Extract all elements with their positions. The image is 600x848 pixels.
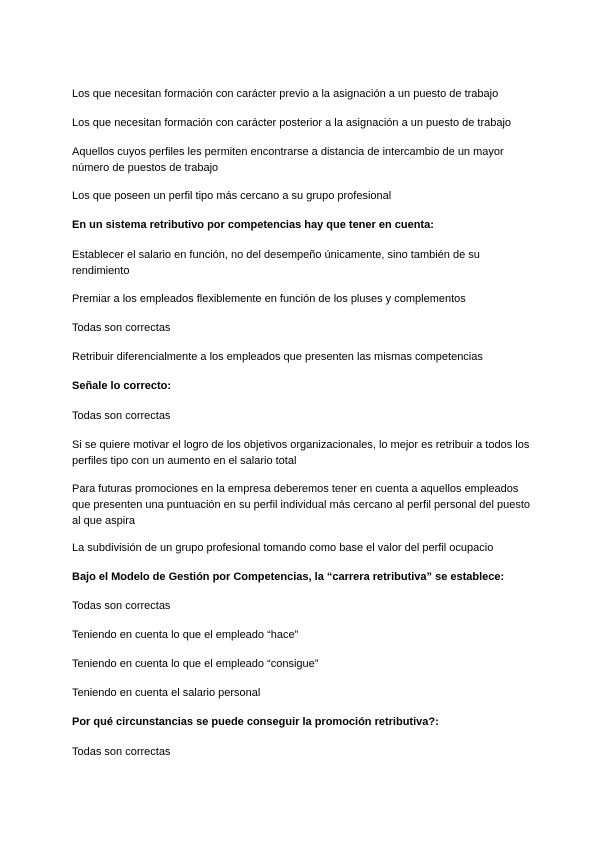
question-heading: En un sistema retributivo por competencias hay que tener en cuenta: bbox=[72, 219, 434, 231]
answer-option: Para futuras promociones en la empresa deberemos tener en cuenta a aquellos empleados que presenten una puntuación en su perfil individual más cercano al perfil personal del puesto al que aspira bbox=[72, 483, 531, 527]
answer-option: Retribuir diferencialmente a los empleados que presenten las mismas competencias bbox=[72, 351, 483, 363]
question-heading: Por qué circunstancias se puede conseguir la promoción retributiva?: bbox=[72, 716, 439, 728]
answer-option: Todas son correctas bbox=[72, 410, 171, 422]
answer-option: Teniendo en cuenta lo que el empleado “hace” bbox=[72, 629, 299, 641]
answer-option: Todas son correctas bbox=[72, 600, 171, 612]
answer-option: Todas son correctas bbox=[72, 322, 171, 334]
answer-option: Establecer el salario en función, no del desempeño únicamente, sino también de su rendimiento bbox=[72, 249, 480, 277]
answer-option: Los que necesitan formación con carácter posterior a la asignación a un puesto de trabajo bbox=[72, 117, 512, 129]
answer-option: Aquellos cuyos perfiles les permiten encontrarse a distancia de intercambio de un mayor número de puestos de trabajo bbox=[72, 146, 504, 174]
answer-option: Teniendo en cuenta el salario personal bbox=[72, 687, 261, 699]
answer-option: Si se quiere motivar el logro de los objetivos organizacionales, lo mejor es retribuir a todos los perfiles tipo con un aumento en el salario total bbox=[72, 439, 530, 467]
question-heading: Bajo el Modelo de Gestión por Competencias, la “carrera retributiva” se establece: bbox=[72, 571, 505, 583]
answer-option: Premiar a los empleados flexiblemente en función de los pluses y complementos bbox=[72, 293, 466, 305]
answer-option: Teniendo en cuenta lo que el empleado “consigue” bbox=[72, 658, 319, 670]
answer-option: La subdivisión de un grupo profesional tomando como base el valor del perfil ocupacio bbox=[72, 542, 494, 554]
answer-option: Los que poseen un perfil tipo más cercano a su grupo profesional bbox=[72, 190, 392, 202]
answer-option: Todas son correctas bbox=[72, 746, 171, 758]
question-heading: Señale lo correcto: bbox=[72, 380, 172, 392]
answer-option: Los que necesitan formación con carácter previo a la asignación a un puesto de trabajo bbox=[72, 88, 499, 100]
